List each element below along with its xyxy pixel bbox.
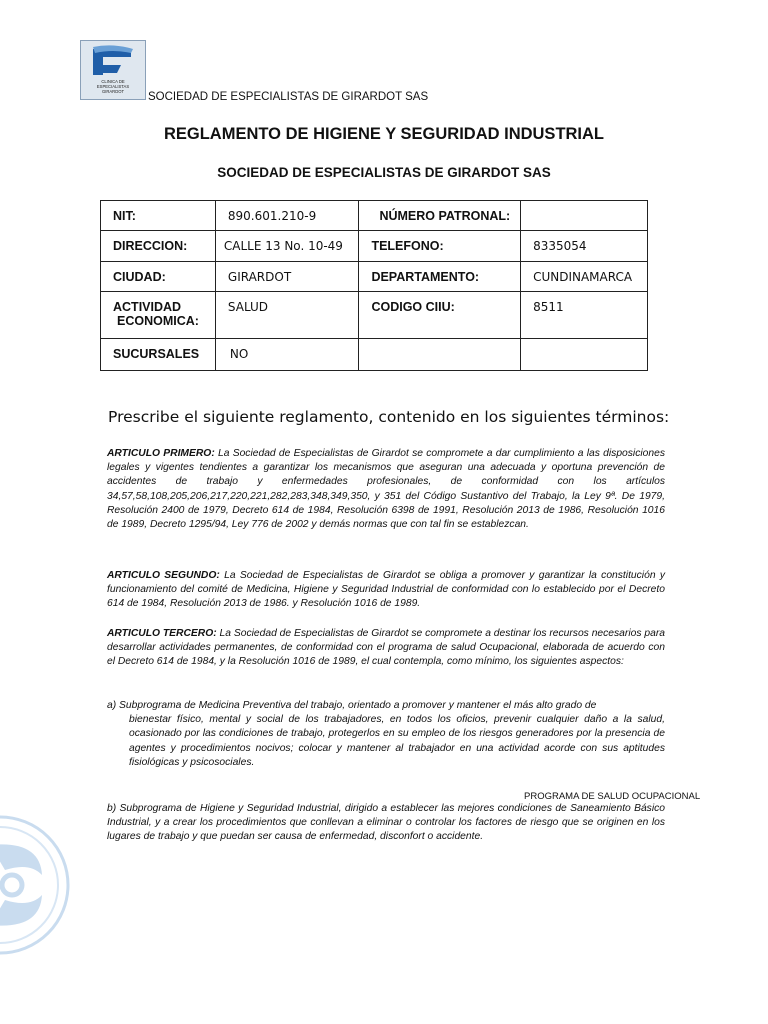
actividad-value: SALUD (215, 292, 359, 339)
watermark-logo-icon (0, 800, 80, 970)
telefono-label: TELEFONO: (359, 231, 521, 262)
item-a-rest: bienestar físico, mental y social de los trabajadores, en todos los oficios, prevenir cualquier daño a la salud, ocasionado por las condiciones de trabajo, protegerlos en su empleo de los riesgos generadores por la presencia de agentes y procedimientos nocivos; colocar y mantener al trabajador en una actividad acorde con sus aptitudes fisiológicas y psicosociales. (129, 714, 665, 768)
list-item-a (107, 699, 665, 770)
logo-text-1: CLINICA DE (101, 79, 125, 84)
actividad-label (101, 292, 216, 339)
nit-value: 890.601.210-9 (215, 201, 359, 231)
article-tercero (107, 627, 665, 670)
departamento-label: DEPARTAMENTO: (359, 262, 521, 292)
company-name-header: SOCIEDAD DE ESPECIALISTAS DE GIRARDOT SAS (148, 91, 429, 103)
empty-cell (359, 339, 521, 371)
article-tercero-text: La Sociedad de Especialistas de Girardot se compromete a destinar los recursos necesarios para desarrollar actividades permanentes, de conformidad con el programa de salud Ocupacional, elaborada de acuerdo con el Decreto 614 de 1984, y la Resolución 1016 de 1989, el cual contempla, como mínimo, los siguientes aspectos: (107, 628, 665, 668)
document-title: REGLAMENTO DE HIGIENE Y SEGURIDAD INDUSTRIAL (163, 125, 605, 143)
logo-text-2: ESPECIALISTAS (96, 84, 130, 89)
table-row (101, 339, 648, 371)
ciiu-value: 8511 (521, 292, 648, 339)
patronal-value (521, 201, 648, 231)
logo-text-3: GIRARDOT (101, 89, 125, 94)
article-segundo (107, 569, 665, 612)
company-info-table (100, 200, 648, 371)
intro-text: Prescribe el siguiente reglamento, contenido en los siguientes términos: (108, 408, 670, 426)
article-primero (107, 447, 665, 532)
telefono-value: 8335054 (521, 231, 648, 262)
article-primero-heading: ARTICULO PRIMERO: (107, 448, 215, 459)
sucursales-value: NO (215, 339, 359, 371)
actividad-label-line1: ACTIVIDAD (113, 300, 182, 314)
departamento-value: CUNDINAMARCA (521, 262, 648, 292)
item-a-first-line: a) Subprograma de Medicina Preventiva del trabajo, orientado a promover y mantener el más alto grado de (107, 700, 597, 711)
document-subtitle: SOCIEDAD DE ESPECIALISTAS DE GIRARDOT SAS (217, 165, 551, 180)
direccion-label: DIRECCION: (101, 231, 216, 262)
table-row (101, 292, 648, 339)
ciiu-label: CODIGO CIIU: (359, 292, 521, 339)
empty-cell (521, 339, 648, 371)
nit-label: NIT: (101, 201, 216, 231)
actividad-label-line2: ECONOMICA: (117, 314, 199, 328)
article-segundo-heading: ARTICULO SEGUNDO: (107, 570, 220, 581)
program-label: PROGRAMA DE SALUD OCUPACIONAL (524, 791, 701, 802)
clinic-logo-icon (81, 41, 145, 99)
table-row (101, 231, 648, 262)
patronal-label: NÚMERO PATRONAL: (359, 201, 521, 231)
ciudad-label: CIUDAD: (101, 262, 216, 292)
list-item-b: b) Subprograma de Higiene y Seguridad Industrial, dirigido a establecer las mejores condiciones de Saneamiento Básico Industrial, y a crear los procedimientos que conllevan a eliminar o controlar los factores de riesgo que se originen en los lugares de trabajo y que puedan ser causa de enfermedad, disconfort o accidente. (107, 803, 665, 843)
article-tercero-heading: ARTICULO TERCERO: (107, 628, 217, 639)
sucursales-label: SUCURSALES (101, 339, 216, 371)
ciudad-value: GIRARDOT (215, 262, 359, 292)
company-logo (80, 40, 146, 100)
direccion-value: CALLE 13 No. 10-49 (215, 231, 359, 262)
table-row (101, 262, 648, 292)
table-row (101, 201, 648, 231)
article-segundo-text: La Sociedad de Especialistas de Girardot se obliga a promover y garantizar la constitución y funcionamiento del comité de Medicina, Higiene y Seguridad Industrial de conformidad con lo establecido por el Decreto 614 de 1984, Resolución 2013 de 1986. y Resolución 1016 de 1989. (107, 570, 665, 610)
article-primero-text: La Sociedad de Especialistas de Girardot se compromete a dar cumplimiento a las disposiciones legales y vigentes tendientes a garantizar los mecanismos que aseguran una adecuada y oportuna prevención de accidentes de trabajo y enfermedades profesionales, de conformidad con los artículos 34,57,58,108,205,206,217,220,221,282,283,348,349,350, y 351 del Código Sustantivo del Trabajo, la Ley 9ª. De 1979, Resolución 2400 de 1979, Decreto 614 de 1984, Resolución 6398 de 1991, Resolución 2013 de 1986, Resolución 1016 de 1989, Decreto 1295/94, Ley 776 de 2002 y demás normas que con tal fin se establezcan. (107, 448, 665, 531)
